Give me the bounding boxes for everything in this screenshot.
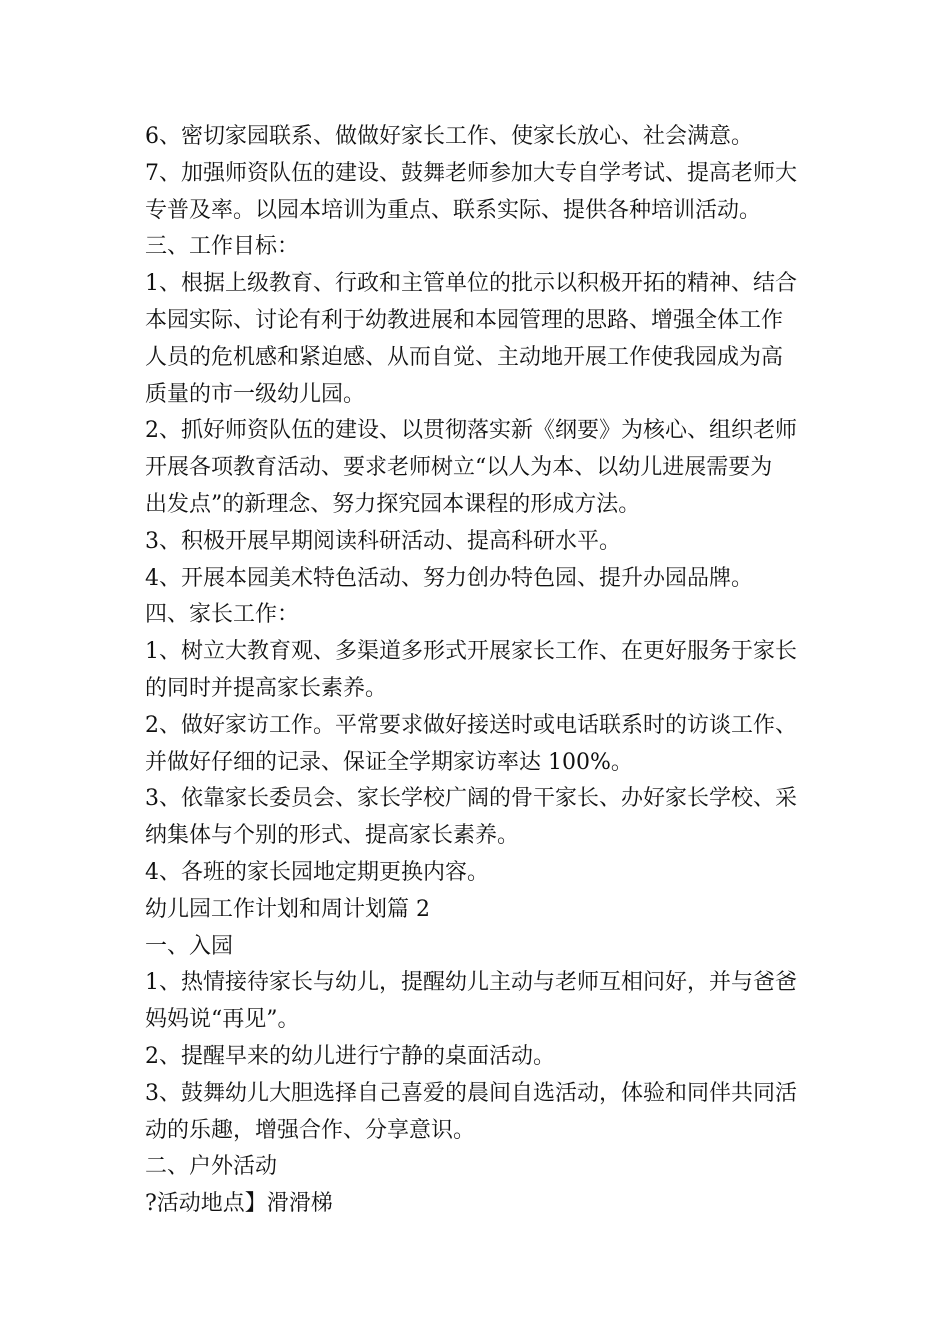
section-heading: 四、家长工作： [145,602,300,628]
text-line: 4、开展本园美术特色活动、努力创办特色园、提升办园品牌。 [145,565,753,591]
text-line: 1、树立大教育观、多渠道多形式开展家长工作、在更好服务于家长 [145,639,797,665]
text-line: 2、提醒早来的幼儿进行宁静的桌面活动。 [145,1043,555,1069]
text-line: 出发点”的新理念、努力探究园本课程的形成方法。 [145,491,641,517]
text-line: 6、密切家园联系、做做好家长工作、使家长放心、社会满意。 [145,124,753,149]
text-line: 1、根据上级教育、行政和主管单位的批示以积极开拓的精神、结合 [145,271,797,297]
text-line: 并做好仔细的记录、保证全学期家访率达 100%。 [145,749,633,775]
text-line: 人员的危机感和紧迫感、从而自觉、主动地开展工作使我园成为高 [145,344,784,370]
text-line: 开展各项教育活动、要求老师树立“以人为本、以幼儿进展需要为 [145,455,773,481]
text-line: 动的乐趣，增强合作、分享意识。 [145,1117,476,1143]
text-line: 纳集体与个别的形式、提高家长素养。 [145,823,520,849]
text-line: 妈妈说“再见”。 [145,1007,300,1033]
section-heading: 一、入园 [145,933,234,959]
text-line: ?活动地点】滑滑梯 [145,1191,333,1217]
document-title: 幼儿园工作计划和周计划篇 2 [145,896,430,922]
text-line: 7、加强师资队伍的建设、鼓舞老师参加大专自学考试、提高老师大 [145,160,797,186]
text-line: 本园实际、讨论有利于幼教进展和本园管理的思路、增强全体工作 [145,307,784,333]
text-line: 1、热情接待家长与幼儿，提醒幼儿主动与老师互相问好，并与爸爸 [145,970,797,996]
text-line: 质量的市一级幼儿园。 [145,381,366,407]
section-heading: 二、户外活动 [145,1154,278,1180]
text-line: 专普及率。以园本培训为重点、联系实际、提供各种培训活动。 [145,197,762,223]
text-line: 2、做好家访工作。平常要求做好接送时或电话联系时的访谈工作、 [145,712,797,738]
text-line: 3、依靠家长委员会、家长学校广阔的骨干家长、办好家长学校、采 [145,786,797,812]
text-line: 2、抓好师资队伍的建设、以贯彻落实新《纲要》为核心、组织老师 [145,418,797,444]
text-line: 3、积极开展早期阅读科研活动、提高科研水平。 [145,528,621,554]
text-line: 的同时并提高家长素养。 [145,675,388,701]
section-heading: 三、工作目标： [145,234,300,260]
text-line: 4、各班的家长园地定期更换内容。 [145,859,489,885]
document-body [145,119,815,1223]
text-line: 3、鼓舞幼儿大胆选择自己喜爱的晨间自选活动，体验和同伴共同活 [145,1080,797,1106]
